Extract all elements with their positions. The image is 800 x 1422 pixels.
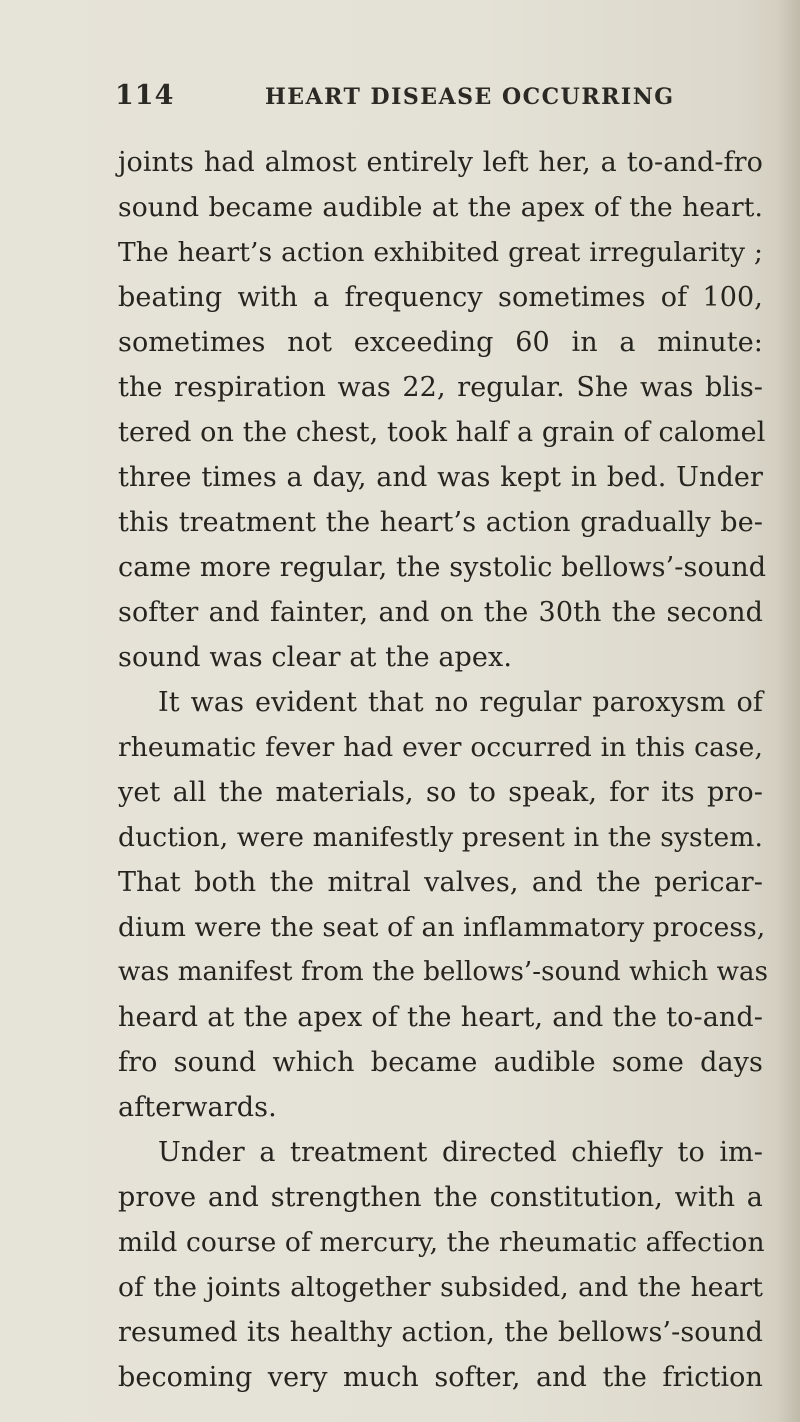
text-line: The heart’s action exhibited great irregularity ; (118, 237, 763, 268)
text-line: heard at the apex of the heart, and the to-and- (118, 1002, 763, 1033)
text-line: this treatment the heart’s action gradually be- (118, 507, 763, 538)
text-line: dium were the seat of an inflammatory process, (118, 912, 766, 943)
page-edge-shadow (778, 0, 800, 1422)
text-line: of the joints altogether subsided, and the heart (118, 1272, 763, 1303)
text-line: That both the mitral valves, and the pericar- (118, 867, 763, 898)
text-line: It was evident that no regular paroxysm of (158, 687, 763, 718)
text-line: sound became audible at the apex of the heart. (118, 192, 763, 223)
running-head: HEART DISEASE OCCURRING (265, 84, 675, 110)
text-line: softer and fainter, and on the 30th the second (118, 597, 763, 628)
text-line: joints had almost entirely left her, a to-and-fro (118, 147, 763, 178)
text-line: came more regular, the systolic bellows’-sound (118, 552, 767, 583)
text-line: yet all the materials, so to speak, for its pro- (118, 777, 763, 808)
text-line: beating with a frequency sometimes of 100, (118, 282, 763, 313)
text-line: becoming very much softer, and the friction (118, 1362, 763, 1393)
text-line: afterwards. (118, 1092, 277, 1123)
text-line: duction, were manifestly present in the system. (118, 822, 763, 853)
text-line: fro sound which became audible some days (118, 1047, 763, 1078)
text-line: mild course of mercury, the rheumatic affection (118, 1227, 765, 1258)
text-line: was manifest from the bellows’-sound which was (118, 957, 769, 987)
text-line: Under a treatment directed chiefly to im- (158, 1137, 763, 1168)
page-header (115, 80, 755, 116)
text-line: three times a day, and was kept in bed. Under (118, 462, 763, 493)
body-text (118, 140, 769, 1400)
text-line: tered on the chest, took half a grain of calomel (118, 417, 766, 448)
text-line: rheumatic fever had ever occurred in this case, (118, 732, 763, 763)
text-line: the respiration was 22, regular. She was blis- (118, 372, 763, 403)
page-number: 114 (115, 80, 175, 111)
text-line: sometimes not exceeding 60 in a minute: (118, 327, 763, 358)
text-line: resumed its healthy action, the bellows’-sound (118, 1317, 763, 1348)
text-line: prove and strengthen the constitution, with a (118, 1182, 763, 1213)
text-line: sound was clear at the apex. (118, 642, 513, 673)
